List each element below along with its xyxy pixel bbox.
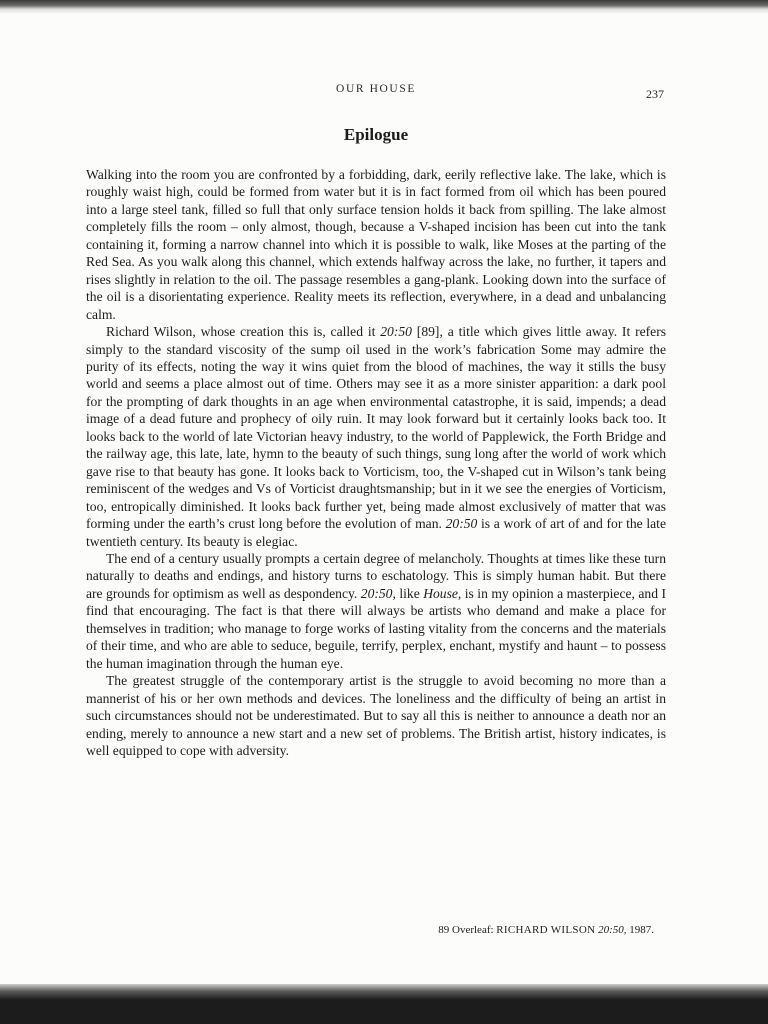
body-text [86, 166, 666, 759]
text-run: The greatest struggle of the contemporary artist is the struggle to avoid becoming no more than a mannerist of his or her own methods and devices. The loneliness and the difficulty of being an artist in such circumstances should not be underestimated. But to say all this is neither to announce a death nor an ending, merely to announce a new start and a new set of problems. The British artist, history indicates, is well equipped to cope with adversity. [86, 673, 666, 758]
paragraph [86, 672, 666, 759]
page-number: 237 [646, 87, 664, 101]
running-header [84, 83, 668, 101]
italic-run: 20:50, [360, 585, 396, 601]
text-run: like [395, 585, 424, 601]
figure-caption [438, 924, 654, 936]
italic-run: 20:50 [380, 324, 412, 340]
scan-edge-bottom [0, 984, 768, 1024]
text-run: Richard Wilson, whose creation this is, called it [106, 324, 381, 340]
text-run: Walking into the room you are confronted by a forbidding, dark, eerily reflective lake. The lake, which is roughly waist high, could be formed from water but it is in fact formed from oil which has been poured into a large steel tank, filled so full that only surface tension holds it back from spilling. The lake almost completely fills the room – only almost, though, because a V-shaped incision has been cut into the tank containing it, forming a narrow channel into which it is possible to walk, like Moses at the parting of the Red Sea. As you walk along this channel, which extends halfway across the lake, no further, it tapers and rises slightly in relation to the oil. The passage resembles a gang-plank. Looking down into the surface of the oil is a disorientating experience. Reality meets its reflection, everywhere, in a dead and unbalancing calm. [86, 167, 666, 322]
caption-prefix: 89 Overleaf: [438, 924, 497, 936]
running-title: OUR HOUSE [336, 83, 416, 95]
caption-year: 1987. [626, 924, 654, 936]
text-run: [89], a title which gives little away. It refers simply to the standard viscosity of the sump oil used in the work’s fabrication Some may admire the purity of its effects, noting the way it wins quiet from the blood of machines, the way it stills the busy world and seems a place almost out of time. Others may see it as a more sinister apparition: a dark pool for the prompting of dark thoughts in an age when environmental catastrophe, it is said, impends; a dead image of a dead future and prophecy of oily ruin. It may look forward but it certainly looks back too. It looks back to the world of late Victorian heavy industry, to the world of Papplewick, the Forth Bridge and the railway age, this late, late, hymn to the beauty of such things, sung long after the world of work which gave rise to that beauty has gone. It looks back to Vorticism, too, the V-shaped cut in Wilson’s tank being reminiscent of the wedges and Vs of Vorticist draughtsmanship; but in it we see the energies of Vorticism, too, entropically diminished. It looks back further yet, being made almost exclusively of matter that was forming under the earth’s crust long before the evolution of man. [86, 324, 667, 532]
scan-edge-top [0, 0, 768, 9]
caption-title: 20:50, [598, 924, 627, 936]
text-run: is a work of art of and for the late twentieth century. Its beauty is elegiac. [86, 516, 666, 549]
italic-run: House, [423, 585, 462, 601]
section-heading: Epilogue [343, 125, 409, 144]
paragraph [86, 166, 666, 323]
paragraph [86, 550, 666, 672]
text-run: is in my opinion a masterpiece, and I find that encouraging. The fact is that there will always be artists who demand and make a place for themselves in tradition; who manage to forge works of lasting vitality from the concerns and the materials of their time, and who are able to seduce, beguile, terrify, perplex, enchant, mystify and haunt – to possess the human imagination through the human eye. [86, 585, 666, 671]
caption-artist: RICHARD WILSON [496, 924, 596, 936]
paragraph [86, 323, 666, 550]
scan-edge-top-shadow [0, 9, 768, 14]
text-run: The end of a century usually prompts a certain degree of melancholy. Thoughts at times like these turn naturally to deaths and endings, and history turns to eschatology. This is simply human habit. But there are grounds for optimism as well as despondency. [86, 550, 666, 601]
italic-run: 20:50 [445, 516, 478, 532]
